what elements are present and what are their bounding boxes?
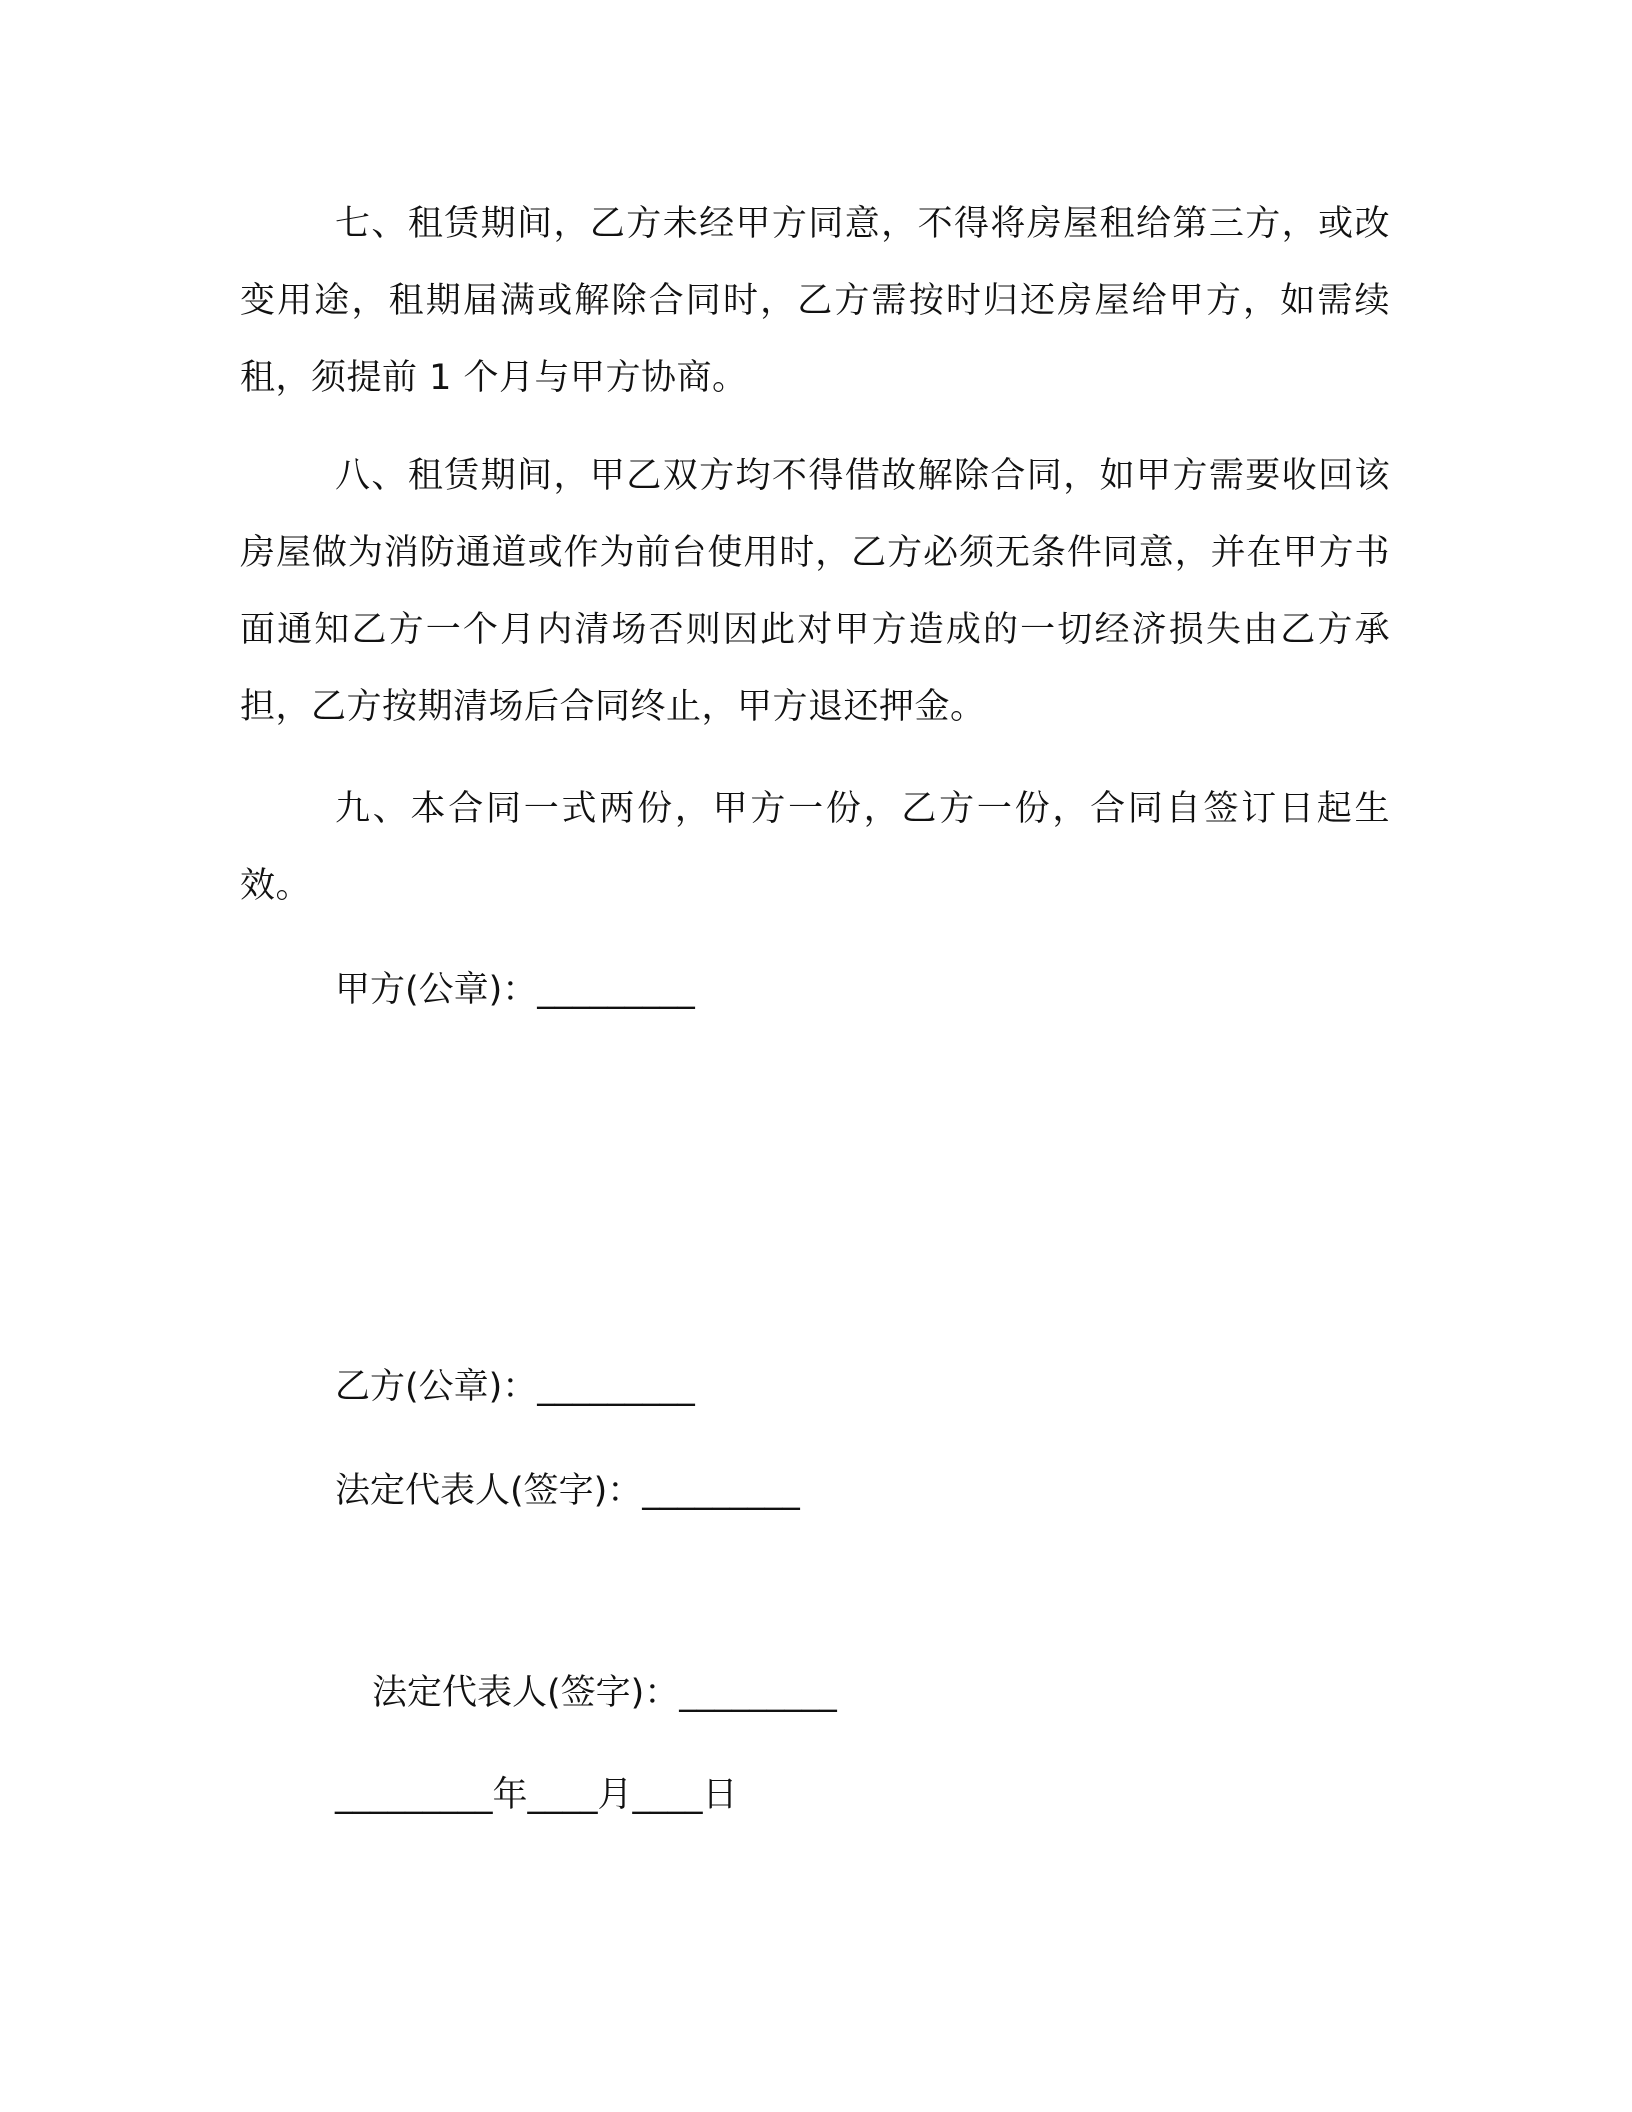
date-line: _________年____月____日 <box>335 1775 738 1815</box>
legal-representative-line-1: 法定代表人(签字)：_________ <box>335 1471 800 1511</box>
party-b-seal-line: 乙方(公章)：_________ <box>335 1367 695 1407</box>
clause-eight: 八、租赁期间，甲乙双方均不得借故解除合同，如甲方需要收回该房屋做为消防通道或作为前台使用时，乙方必须无条件同意，并在甲方书面通知乙方一个月内清场否则因此对甲方造成的一切经济损失由乙方承担，乙方按期清场后合同终止，甲方退还押金。 <box>240 456 1390 727</box>
legal-representative-line-2: 法定代表人(签字)：_________ <box>372 1673 837 1713</box>
party-a-seal-line: 甲方(公章)：_________ <box>335 970 695 1010</box>
clause-nine: 九、本合同一式两份，甲方一份，乙方一份，合同自签订日起生效。 <box>240 789 1390 906</box>
clause-seven: 七、租赁期间，乙方未经甲方同意，不得将房屋租给第三方，或改变用途，租期届满或解除合同时，乙方需按时归还房屋给甲方，如需续租，须提前 1 个月与甲方协商。 <box>240 204 1390 398</box>
